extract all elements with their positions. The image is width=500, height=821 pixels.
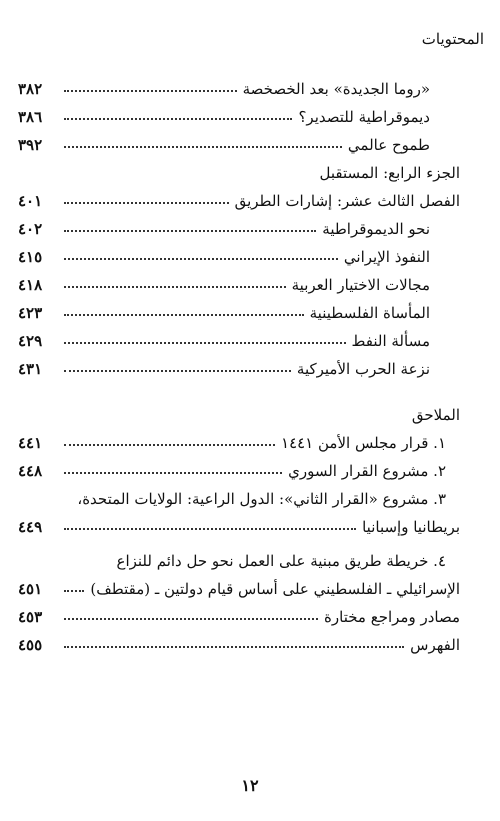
toc-entry-page: ٤١٨ — [18, 276, 43, 294]
toc-entry-title: نزعة الحرب الأميركية — [296, 360, 430, 378]
toc-entry-page: ٤٢٩ — [18, 332, 43, 350]
toc-entry — [18, 294, 460, 322]
toc-entry-page: ٤١٥ — [18, 248, 43, 266]
toc-entry — [18, 570, 460, 598]
toc-entry-page: ٤٠١ — [18, 192, 43, 210]
toc-entry-page: ٤٠٢ — [18, 220, 43, 238]
appendix-heading: الملاحق — [411, 406, 460, 424]
dot-leader — [64, 646, 404, 648]
dot-leader — [64, 286, 286, 288]
toc-entry — [18, 424, 460, 452]
dot-leader — [64, 370, 291, 372]
toc-entry-title: بريطانيا وإسبانيا — [362, 518, 460, 536]
toc-entry-page: ٤٥١ — [18, 580, 43, 598]
dot-leader — [64, 202, 229, 204]
toc-entry — [18, 322, 460, 350]
toc-entry-title: الفهرس — [410, 636, 460, 654]
toc-entry — [18, 70, 460, 98]
toc-chapter-entry — [18, 182, 460, 210]
dot-leader — [64, 444, 275, 446]
toc-entry-page: ٤٣١ — [18, 360, 43, 378]
toc-entry-title: المأساة الفلسطينية — [309, 304, 430, 322]
toc-entry-title: مصادر ومراجع مختارة — [324, 608, 460, 626]
toc-entry-title: طموح عالمي — [347, 136, 430, 154]
toc-entry-page: ٤٥٣ — [18, 608, 43, 626]
dot-leader — [64, 618, 318, 620]
toc-entry — [18, 126, 460, 154]
toc-entry — [18, 98, 460, 126]
toc-entry — [18, 238, 460, 266]
toc-entry-page: ٤٢٣ — [18, 304, 43, 322]
toc-entry-page: ٤٥٥ — [18, 636, 43, 654]
toc-entry-title: ٢. مشروع القرار السوري — [288, 462, 446, 480]
dot-leader — [64, 342, 346, 344]
toc-entry-title: الإسرائيلي ـ الفلسطيني على أساس قيام دولتين ـ (مقتطف) — [90, 580, 460, 598]
toc-entry-page: ٣٨٦ — [18, 108, 43, 126]
table-of-contents — [18, 70, 460, 654]
toc-entry-first-line: ٤. خريطة طريق مبنية على العمل نحو حل دائم للنزاع — [116, 552, 446, 570]
dot-leader — [64, 590, 84, 592]
toc-entry — [18, 266, 460, 294]
toc-entry-page: ٣٨٢ — [18, 80, 43, 98]
toc-entry-title: مسألة النفط — [351, 332, 430, 350]
part-heading: الجزء الرابع: المستقبل — [319, 164, 460, 182]
toc-entry-title: «روما الجديدة» بعد الخصخصة — [242, 80, 430, 98]
dot-leader — [64, 528, 356, 530]
toc-entry-first-line: ٣. مشروع «القرار الثاني»: الدول الراعية: الولايات المتحدة، — [77, 490, 446, 508]
toc-entry-page: ٣٩٢ — [18, 136, 43, 154]
dot-leader — [64, 472, 282, 474]
toc-entry — [18, 350, 460, 378]
dot-leader — [64, 258, 338, 260]
toc-entry — [18, 452, 460, 480]
dot-leader — [64, 90, 237, 92]
dot-leader — [64, 314, 304, 316]
toc-entry — [18, 210, 460, 238]
toc-entry — [18, 508, 460, 536]
dot-leader — [64, 230, 316, 232]
toc-entry-title: النفوذ الإيراني — [343, 248, 430, 266]
toc-entry-page: ٤٤٩ — [18, 518, 43, 536]
dot-leader — [64, 118, 292, 120]
toc-entry — [18, 598, 460, 626]
toc-entry-page: ٤٤١ — [18, 434, 43, 452]
toc-entry-page: ٤٤٨ — [18, 462, 43, 480]
page-number: ١٢ — [241, 776, 259, 795]
toc-entry — [18, 626, 460, 654]
toc-entry-title: الفصل الثالث عشر: إشارات الطريق — [234, 192, 460, 210]
toc-entry-title: ديموقراطية للتصدير؟ — [298, 108, 430, 126]
running-header: المحتويات — [421, 30, 484, 48]
dot-leader — [64, 146, 342, 148]
toc-entry-title: ١. قرار مجلس الأمن ١٤٤١ — [281, 434, 446, 452]
toc-entry-title: نحو الديموقراطية — [322, 220, 430, 238]
toc-entry-title: مجالات الاختيار العربية — [291, 276, 430, 294]
